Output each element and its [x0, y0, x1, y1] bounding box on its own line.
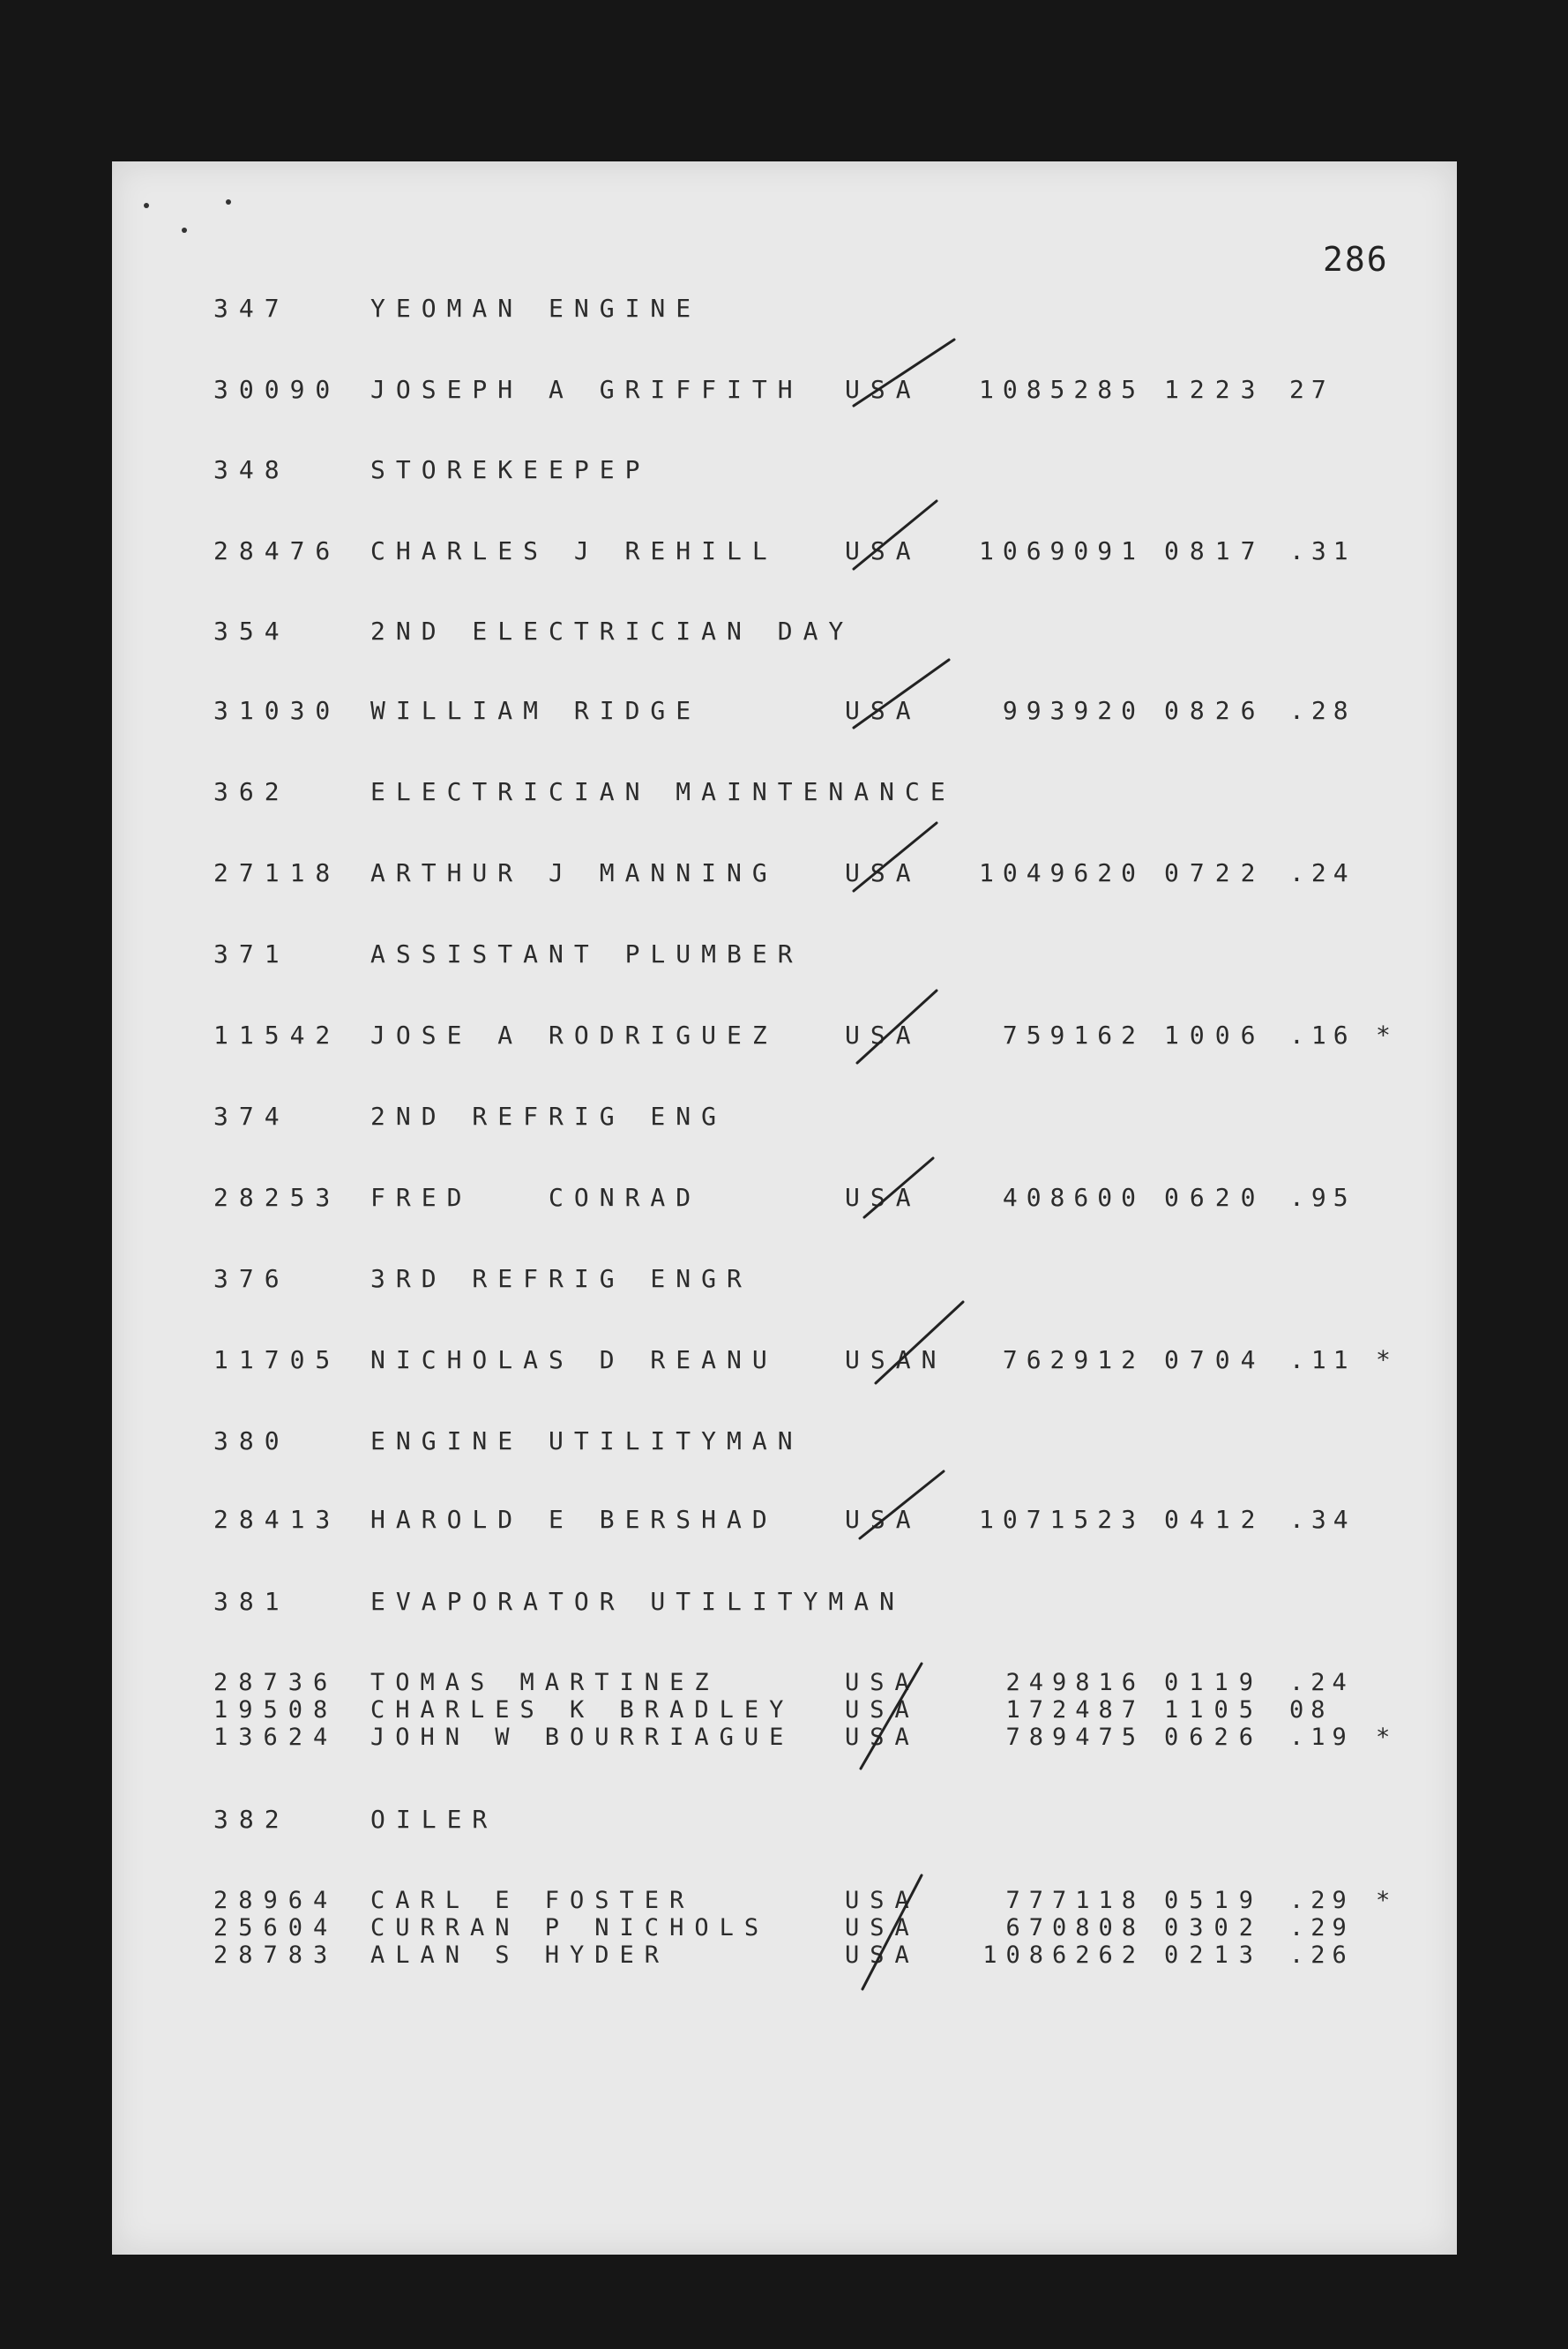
date-code: 0412 [1164, 1505, 1266, 1534]
citizenship: USA [845, 1505, 922, 1534]
entry-number: 11705 [213, 1345, 341, 1374]
citizenship: USA [845, 696, 922, 725]
document-number: 670808 [1005, 1914, 1145, 1941]
position-title: ELECTRICIAN MAINTENANCE [370, 777, 956, 806]
position-code: 362 [213, 777, 290, 806]
document-number: 249816 [1005, 1669, 1145, 1696]
citizenship: USAN [845, 1345, 947, 1374]
position-title: ASSISTANT PLUMBER [370, 939, 803, 969]
entry-number: 28736 [213, 1669, 339, 1696]
position-code: 374 [213, 1102, 290, 1131]
citizenship: USA [845, 1696, 920, 1724]
citizenship: USA [845, 1941, 920, 1969]
position-title: STOREKEEPEP [370, 455, 651, 484]
date-code: 0213 [1164, 1941, 1265, 1969]
document-number: 1086262 [982, 1941, 1145, 1969]
check-mark [864, 1158, 933, 1217]
entry-number: 30090 [213, 375, 341, 404]
position-code: 382 [213, 1805, 290, 1834]
rate: .16 [1289, 1021, 1355, 1050]
date-code: 0626 [1164, 1724, 1265, 1751]
document-number: 172487 [1005, 1696, 1145, 1724]
entry-number: 25604 [213, 1914, 339, 1941]
date-code: 0620 [1164, 1183, 1266, 1212]
date-code: 1006 [1164, 1021, 1266, 1050]
crew-name: JOSEPH A GRIFFITH [370, 375, 803, 404]
position-code: 381 [213, 1587, 290, 1616]
rate: .29 [1289, 1914, 1354, 1941]
entry-number: 28253 [213, 1183, 341, 1212]
check-mark [854, 660, 949, 728]
document-number: 1071523 [978, 1505, 1145, 1534]
entry-number: 27118 [213, 858, 341, 887]
crew-name: NICHOLAS D REANU [370, 1345, 778, 1374]
entry-number: 19508 [213, 1696, 339, 1724]
position-title: OILER [370, 1805, 498, 1834]
position-title: 2ND ELECTRICIAN DAY [370, 617, 855, 646]
citizenship: USA [845, 1021, 922, 1050]
document-number: 1085285 [978, 375, 1145, 404]
date-code: 0817 [1164, 536, 1266, 565]
position-code: 371 [213, 939, 290, 969]
citizenship: USA [845, 1669, 920, 1696]
check-mark [876, 1302, 963, 1383]
entry-number: 28413 [213, 1505, 341, 1534]
document-number: 789475 [1005, 1724, 1145, 1751]
position-code: 354 [213, 617, 290, 646]
date-code: 0704 [1164, 1345, 1266, 1374]
date-code: 0826 [1164, 696, 1266, 725]
check-mark [860, 1471, 944, 1538]
position-title: EVAPORATOR UTILITYMAN [370, 1587, 906, 1616]
citizenship: USA [845, 1183, 922, 1212]
check-mark [862, 1875, 922, 1989]
check-mark [857, 991, 937, 1063]
position-code: 376 [213, 1264, 290, 1293]
rate: .95 [1289, 1183, 1355, 1212]
document-number: 1049620 [978, 858, 1145, 887]
document-number: 759162 [1002, 1021, 1145, 1050]
page-number: 286 [1323, 240, 1389, 279]
asterisk-mark: * [1376, 1345, 1401, 1374]
check-mark [854, 501, 937, 569]
crew-name: HAROLD E BERSHAD [370, 1505, 778, 1534]
asterisk-mark: * [1376, 1887, 1401, 1914]
crew-name: TOMAS MARTINEZ [370, 1669, 720, 1696]
asterisk-mark: * [1376, 1021, 1401, 1050]
citizenship: USA [845, 1887, 920, 1914]
crew-name: CHARLES J REHILL [370, 536, 778, 565]
check-mark [854, 340, 954, 406]
entry-number: 11542 [213, 1021, 341, 1050]
rate: .19 [1289, 1724, 1354, 1751]
crew-name: JOHN W BOURRIAGUE [370, 1724, 795, 1751]
rate: .26 [1289, 1941, 1354, 1969]
check-mark [861, 1664, 922, 1769]
position-code: 347 [213, 294, 290, 323]
citizenship: USA [845, 536, 922, 565]
citizenship: USA [845, 1914, 920, 1941]
date-code: 0519 [1164, 1887, 1265, 1914]
crew-name: ARTHUR J MANNING [370, 858, 778, 887]
asterisk-mark: * [1376, 1724, 1401, 1751]
rate: .31 [1289, 536, 1355, 565]
check-mark [854, 823, 937, 891]
citizenship: USA [845, 858, 922, 887]
date-code: 0722 [1164, 858, 1266, 887]
crew-name: CARL E FOSTER [370, 1887, 695, 1914]
rate: .24 [1289, 1669, 1354, 1696]
document-number: 1069091 [978, 536, 1145, 565]
rate: 27 [1289, 375, 1333, 404]
document-number: 777118 [1005, 1887, 1145, 1914]
citizenship: USA [845, 375, 922, 404]
position-code: 380 [213, 1426, 290, 1455]
rate: 08 [1289, 1696, 1333, 1724]
position-title: ENGINE UTILITYMAN [370, 1426, 803, 1455]
position-title: YEOMAN ENGINE [370, 294, 702, 323]
entry-number: 31030 [213, 696, 341, 725]
rate: .11 [1289, 1345, 1355, 1374]
position-title: 3RD REFRIG ENGR [370, 1264, 752, 1293]
crew-name: CURRAN P NICHOLS [370, 1914, 770, 1941]
crew-name: CHARLES K BRADLEY [370, 1696, 795, 1724]
entry-number: 13624 [213, 1724, 339, 1751]
crew-name: FRED CONRAD [370, 1183, 702, 1212]
document-number: 408600 [1002, 1183, 1145, 1212]
rate: .24 [1289, 858, 1355, 887]
crew-name: JOSE A RODRIGUEZ [370, 1021, 778, 1050]
entry-number: 28783 [213, 1941, 339, 1969]
date-code: 0119 [1164, 1669, 1265, 1696]
rate: .34 [1289, 1505, 1355, 1534]
entry-number: 28476 [213, 536, 341, 565]
crew-name: ALAN S HYDER [370, 1941, 670, 1969]
rate: .29 [1289, 1887, 1354, 1914]
crew-name: WILLIAM RIDGE [370, 696, 702, 725]
position-code: 348 [213, 455, 290, 484]
rate: .28 [1289, 696, 1355, 725]
date-code: 1105 [1164, 1696, 1265, 1724]
document-number: 762912 [1002, 1345, 1145, 1374]
position-title: 2ND REFRIG ENG [370, 1102, 728, 1131]
date-code: 1223 [1164, 375, 1266, 404]
entry-number: 28964 [213, 1887, 339, 1914]
date-code: 0302 [1164, 1914, 1265, 1941]
document-number: 993920 [1002, 696, 1145, 725]
citizenship: USA [845, 1724, 920, 1751]
